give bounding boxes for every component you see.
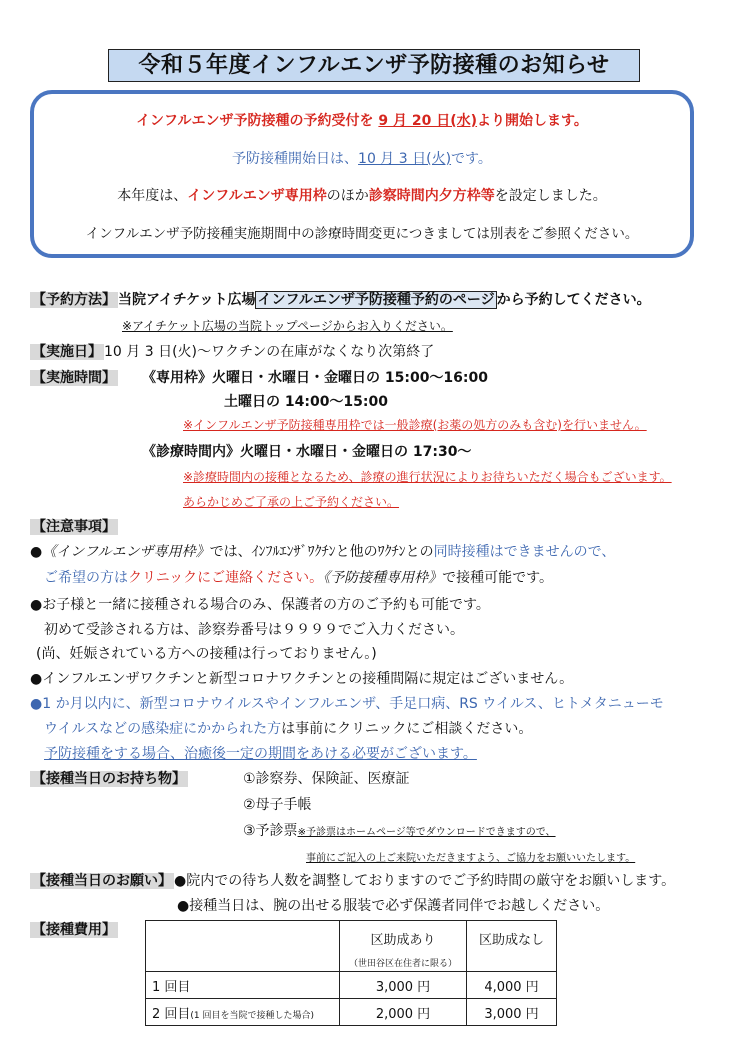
- fee-header-without-label: 区助成なし: [478, 933, 544, 948]
- caution-1a-text-2: 同時接種はできませんので、: [433, 544, 616, 560]
- caution-1a-italic: 《インフルエンザ専用枠》: [42, 544, 210, 560]
- fee-header-without: [467, 921, 557, 972]
- date-line: [30, 341, 434, 361]
- fee-header-with-label: 区助成あり: [370, 933, 436, 948]
- caution-6-bullet: ●: [30, 696, 43, 712]
- bring-label: 【接種当日のお持ち物】: [32, 771, 186, 787]
- request-label: 【接種当日のお願い】: [32, 873, 172, 889]
- fee-header-row: [146, 921, 557, 972]
- caution-7: [44, 718, 532, 738]
- time-dedicated: [142, 367, 488, 387]
- bring-item-3-label: ③予診票: [243, 823, 298, 839]
- fee-row-1-name-text: 1 回目: [152, 979, 191, 995]
- bring-label-line: [30, 768, 188, 788]
- reservation-text-2: から予約してください。: [496, 292, 651, 308]
- reservation-text-1: 当院アイチケット広場: [118, 292, 256, 308]
- caution-1a-text-1: では、ｲﾝﾌﾙｴﾝｻﾞﾜｸﾁﾝと他のﾜｸﾁﾝとの: [209, 544, 434, 560]
- caution-1b-text-1: ご希望の方は: [44, 570, 128, 586]
- caution-1b-text-2: クリニックにご連絡ください。: [128, 570, 324, 586]
- fee-header-with: [340, 921, 467, 972]
- notice-line-3-b: インフルエンザ専用枠: [187, 188, 327, 204]
- time-saturday: 土曜日の 14:00～15:00: [224, 394, 389, 410]
- time-line: [30, 367, 118, 387]
- fee-row-2-name: [146, 999, 340, 1026]
- caution-4: (尚、妊娠されている方への接種は行っておりません。): [36, 646, 377, 662]
- notice-line-1-c: より開始します。: [477, 113, 588, 129]
- caution-2: ●お子様と一緒に接種される場合のみ、保護者の方のご予約も可能です。: [30, 597, 490, 613]
- caution-8: 予防接種をする場合、治癒後一定の期間をあける必要がございます。: [44, 746, 477, 762]
- bring-item-1: ①診察券、保険証、医療証: [243, 771, 410, 787]
- caution-1a-bullet: ●: [30, 544, 43, 560]
- caution-7-text-1: ウイルスなどの感染症にかかられた方: [44, 721, 282, 737]
- notice-line-3-c: のほか: [326, 188, 369, 204]
- page-title: 令和５年度インフルエンザ予防接種のお知らせ: [108, 49, 640, 82]
- date-label: 【実施日】: [32, 344, 102, 360]
- notice-line-3-a: 本年度は、: [117, 188, 188, 204]
- caution-1b: [44, 567, 553, 587]
- notice-line-2: [34, 148, 690, 168]
- time-dedicated-label: 《専用枠》: [142, 370, 212, 386]
- bring-item-3-note: ※予診票はホームページ等でダウンロードできますので、: [297, 827, 556, 838]
- reservation-line: [30, 289, 651, 309]
- time-clinic-note-1: ※診療時間内の接種となるため、診療の進行状況によりお待ちいただく場合もございます。: [183, 470, 672, 484]
- cautions-label: 【注意事項】: [32, 519, 116, 535]
- caution-6-text: 1 か月以内に、新型コロナウイルスやインフルエンザ、手足口病、RS ウイルス、ヒトメタニューモ: [42, 696, 664, 712]
- notice-line-2-date: 10 月 3 日(火): [358, 151, 452, 167]
- time-label: 【実施時間】: [32, 370, 116, 386]
- notice-line-4: インフルエンザ予防接種実施期間中の診療時間変更につきましては別表をご参照ください。: [85, 226, 639, 242]
- fee-label-line: [30, 919, 118, 939]
- fee-row-2: [146, 999, 557, 1026]
- notice-line-3-e: を設定しました。: [494, 188, 607, 204]
- date-text: 10 月 3 日(火)～ワクチンの在庫がなくなり次第終了: [104, 344, 435, 360]
- notice-line-3-d: 診察時間内夕方枠等: [368, 188, 495, 204]
- reservation-link[interactable]: インフルエンザ予防接種予約のページ: [257, 292, 495, 308]
- fee-row-2-note: (1 回目を当院で接種した場合): [190, 1010, 315, 1021]
- fee-row-2-with: 2,000 円: [340, 999, 467, 1026]
- fee-label: 【接種費用】: [32, 922, 116, 938]
- fee-row-1-name: [146, 972, 340, 999]
- fee-header-with-note: （世田谷区在住者に限る）: [348, 959, 457, 969]
- caution-1b-text-3: で接種可能です。: [442, 570, 554, 586]
- caution-3: 初めて受診される方は、診察券番号は９９９９でご入力ください。: [44, 622, 464, 638]
- notice-box: [30, 90, 694, 258]
- fee-header-empty: [146, 921, 340, 972]
- time-clinic-label: 《診療時間内》: [142, 444, 240, 460]
- time-dedicated-note: ※インフルエンザ予防接種専用枠では一般診療(お薬の処方のみも含む)を行いません。: [183, 418, 647, 432]
- fee-table: [145, 920, 557, 1026]
- notice-line-2-c: です。: [451, 151, 492, 167]
- fee-row-2-without: 3,000 円: [467, 999, 557, 1026]
- bring-item-2: ②母子手帳: [243, 797, 312, 813]
- fee-row-1-with: 3,000 円: [340, 972, 467, 999]
- request-line-1: [30, 870, 675, 890]
- time-clinic-note-2: あらかじめご了承の上ご予約ください。: [183, 495, 400, 509]
- caution-5: ●インフルエンザワクチンと新型コロナワクチンとの接種間隔に規定はございません。: [30, 671, 574, 687]
- caution-6: [30, 693, 664, 713]
- notice-line-1: [34, 110, 690, 130]
- notice-line-3: [34, 185, 690, 205]
- notice-line-2-a: 予防接種開始日は、: [232, 151, 359, 167]
- reservation-label: 【予約方法】: [32, 292, 116, 308]
- caution-1b-italic: 《予防接種専用枠》: [323, 570, 443, 586]
- request-item-1: ●院内での待ち人数を調整しておりますのでご予約時間の厳守をお願いします。: [174, 873, 676, 889]
- reservation-note: ※アイチケット広場の当院トップページからお入りください。: [122, 319, 453, 333]
- caution-7-text-2: は事前にクリニックにご相談ください。: [281, 721, 533, 737]
- time-clinic-text: 火曜日・水曜日・金曜日の 17:30～: [240, 444, 472, 460]
- time-clinic: [142, 441, 471, 461]
- fee-row-2-name-text: 2 回目: [152, 1006, 191, 1022]
- fee-row-1: [146, 972, 557, 999]
- fee-row-1-without: 4,000 円: [467, 972, 557, 999]
- request-item-2: ●接種当日は、腕の出せる服装で必ず保護者同伴でお越しください。: [177, 898, 610, 914]
- bring-item-3-note-2: 事前にご記入の上ご来院いただきますよう、ご協力をお願いいたします。: [306, 853, 636, 864]
- caution-1a: [30, 541, 615, 561]
- time-dedicated-text: 火曜日・水曜日・金曜日の 15:00～16:00: [212, 370, 489, 386]
- notice-line-1-a: インフルエンザ予防接種の予約受付を: [136, 113, 379, 129]
- bring-item-3: [243, 820, 556, 840]
- cautions-label-line: [30, 516, 118, 536]
- notice-line-1-date: 9 月 20 日(水): [378, 113, 478, 129]
